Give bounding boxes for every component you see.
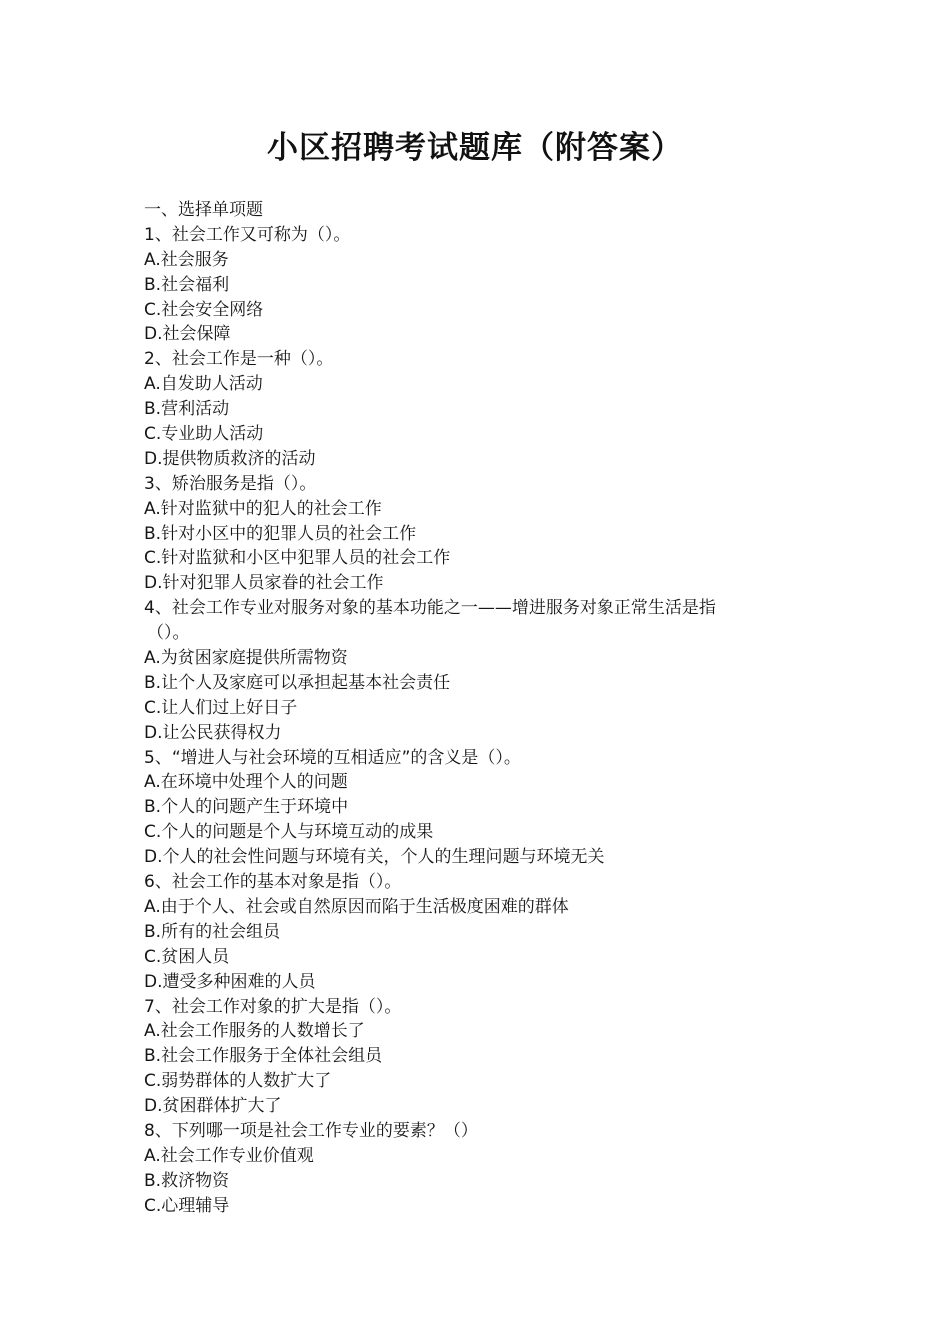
answer-option: C.心理辅导 xyxy=(144,1195,230,1216)
answer-option: C.贫困人员 xyxy=(144,946,230,967)
question-stem: 7、社会工作对象的扩大是指（）。 xyxy=(144,996,402,1017)
answer-option: D.社会保障 xyxy=(144,324,231,345)
answer-option: A.针对监狱中的犯人的社会工作 xyxy=(144,498,382,519)
answer-option: A.在环境中处理个人的问题 xyxy=(144,772,348,793)
question-stem: 5、“增进人与社会环境的互相适应”的含义是（）。 xyxy=(144,747,521,768)
answer-option: A.为贫困家庭提供所需物资 xyxy=(144,648,348,669)
answer-option: A.由于个人、社会或自然原因而陷于生活极度困难的群体 xyxy=(144,896,569,917)
answer-option: C.社会安全网络 xyxy=(144,299,264,320)
answer-option: D.个人的社会性问题与环境有关，个人的生理问题与环境无关 xyxy=(144,847,605,868)
answer-option: D.贫困群体扩大了 xyxy=(144,1096,282,1117)
answer-option: D.遭受多种困难的人员 xyxy=(144,971,316,992)
question-stem: 8、下列哪一项是社会工作专业的要素？（） xyxy=(144,1120,478,1141)
answer-option: A.自发助人活动 xyxy=(144,374,263,395)
answer-option: C.专业助人活动 xyxy=(144,424,264,445)
answer-option: B.针对小区中的犯罪人员的社会工作 xyxy=(144,523,417,544)
answer-option: C.弱势群体的人数扩大了 xyxy=(144,1071,332,1092)
answer-option: B.让个人及家庭可以承担起基本社会责任 xyxy=(144,672,451,693)
answer-option: B.个人的问题产生于环境中 xyxy=(144,797,349,818)
answer-option: B.所有的社会组员 xyxy=(144,921,281,942)
document-body xyxy=(144,198,824,1219)
answer-option: B.社会福利 xyxy=(144,274,230,295)
answer-option: D.提供物质救济的活动 xyxy=(144,448,316,469)
question-stem: 2、社会工作是一种（）。 xyxy=(144,349,334,370)
answer-option: A.社会工作服务的人数增长了 xyxy=(144,1021,365,1042)
answer-option: D.针对犯罪人员家眷的社会工作 xyxy=(144,573,384,594)
document-title: 小区招聘考试题库（附答案） xyxy=(267,130,683,166)
answer-option: C.个人的问题是个人与环境互动的成果 xyxy=(144,822,434,843)
question-stem: 4、社会工作专业对服务对象的基本功能之一——增进服务对象正常生活是指 xyxy=(144,598,716,619)
answer-option: A.社会工作专业价值观 xyxy=(144,1145,314,1166)
question-stem-continuation: （）。 xyxy=(147,623,190,644)
question-stem: 3、矫治服务是指（）。 xyxy=(144,473,317,494)
question-stem: 6、社会工作的基本对象是指（）。 xyxy=(144,872,402,893)
answer-option: B.救济物资 xyxy=(144,1170,230,1191)
answer-option: D.让公民获得权力 xyxy=(144,722,282,743)
section-heading: 一、选择单项题 xyxy=(144,200,263,220)
question-stem: 1、社会工作又可称为（）。 xyxy=(144,224,351,245)
answer-option: A.社会服务 xyxy=(144,249,229,270)
answer-option: B.社会工作服务于全体社会组员 xyxy=(144,1046,383,1067)
answer-option: C.让人们过上好日子 xyxy=(144,697,298,718)
answer-option: B.营利活动 xyxy=(144,399,230,420)
answer-option: C.针对监狱和小区中犯罪人员的社会工作 xyxy=(144,548,451,569)
